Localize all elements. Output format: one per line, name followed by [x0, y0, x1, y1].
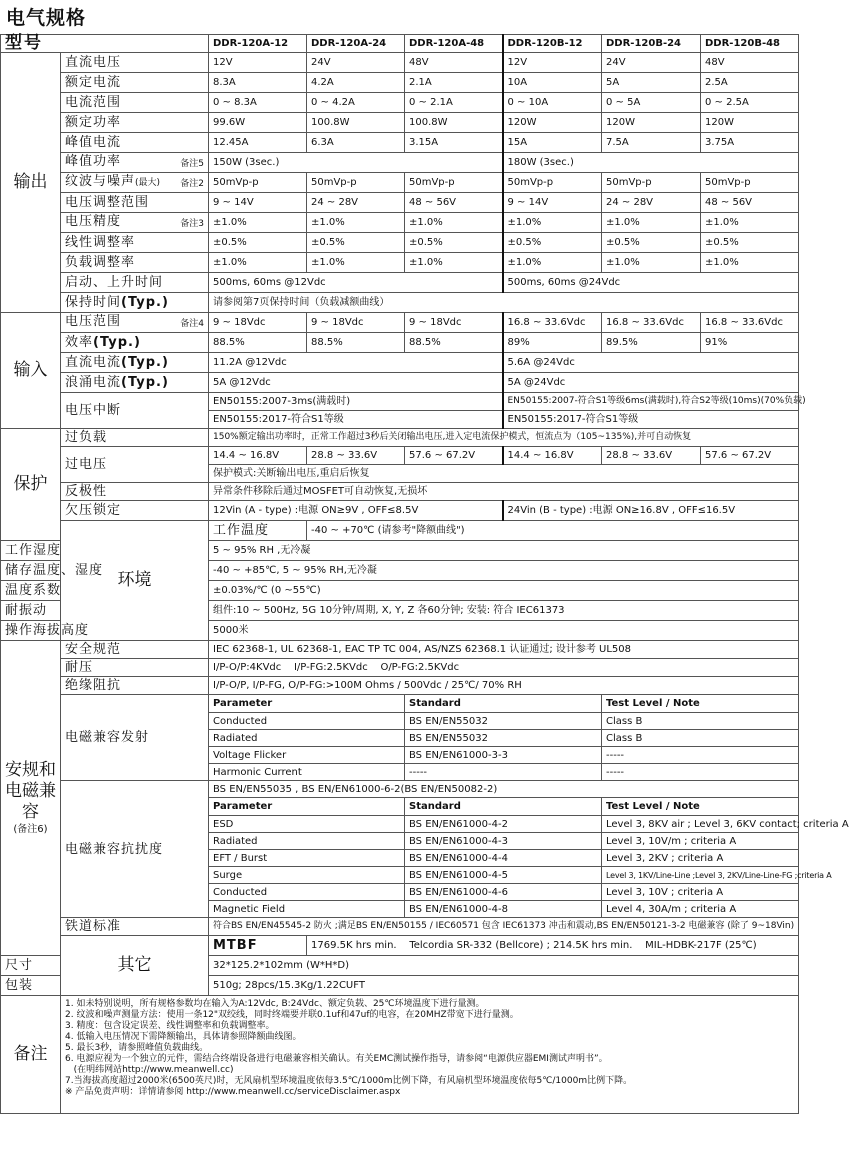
- cell: 120W: [602, 113, 701, 133]
- note-line: (在明纬网站http://www.meanwell.cc): [65, 1065, 234, 1075]
- label-vibration: 耐振动: [1, 601, 61, 621]
- row-setup-rise: [1, 273, 799, 293]
- cell: 500ms, 60ms @12Vdc: [209, 273, 503, 293]
- cell: ±0.03%/℃ (0 ~55℃): [209, 581, 799, 601]
- cell: ±1.0%: [405, 253, 503, 273]
- cell: 2.1A: [405, 73, 503, 93]
- cell: ±1.0%: [209, 213, 307, 233]
- cell: 500ms, 60ms @24Vdc: [503, 273, 799, 293]
- label-safety-standards: 安全规范: [61, 641, 209, 659]
- cell: 5 ~ 95% RH ,无冷凝: [209, 541, 799, 561]
- cell: 3.75A: [701, 133, 799, 153]
- model-row: [1, 35, 799, 53]
- cell: Voltage Flicker: [209, 747, 405, 764]
- cell: ±1.0%: [701, 253, 799, 273]
- note-line: 6. 电源应视为一个独立的元件，需结合终端设备进行电磁兼容相关确认。有关EMC测试操作指导，请参阅“电源供应器EMI测试声明书”。: [65, 1054, 608, 1064]
- cell: Level 4, 30A/m ; criteria A: [602, 901, 799, 918]
- cell: IEC 62368-1, UL 62368-1, EAC TP TC 004, AS/NZS 62368.1 认证通过; 设计参考 UL508: [209, 641, 799, 659]
- group-safety-label: 安规和电磁兼容: [5, 759, 56, 822]
- label-railway: 铁道标准: [61, 918, 209, 936]
- cell: ±1.0%: [701, 213, 799, 233]
- cell: Standard: [405, 798, 602, 816]
- label-rated-power: 额定功率: [61, 113, 209, 133]
- label-packing: 包装: [1, 976, 61, 996]
- label-under-voltage: 欠压锁定: [61, 501, 209, 521]
- cell: 12V: [209, 53, 307, 73]
- cell: ±1.0%: [209, 253, 307, 273]
- label-temp-coeff: 温度系数: [1, 581, 61, 601]
- row-ripple: [1, 173, 799, 193]
- label-peak-power: [61, 153, 209, 173]
- cell: BS EN/EN55032: [405, 713, 602, 730]
- label-text: 效率: [65, 335, 94, 350]
- cell: 50mVp-p: [602, 173, 701, 193]
- cell: ±0.5%: [405, 233, 503, 253]
- cell: 6.3A: [307, 133, 405, 153]
- cell: 5A @24Vdc: [503, 373, 799, 393]
- cell: 48 ~ 56V: [701, 193, 799, 213]
- cell: 150W (3sec.): [209, 153, 503, 173]
- label-emc-emission: 电磁兼容发射: [61, 695, 209, 781]
- cell: -----: [602, 747, 799, 764]
- label-typ: (Typ.): [121, 295, 169, 310]
- cell: ±1.0%: [307, 213, 405, 233]
- note-line: 4. 低输入电压情况下需降额输出，具体请参照降额曲线图。: [65, 1032, 302, 1042]
- label-text: 峰值功率: [65, 153, 122, 169]
- notes-text: [61, 996, 799, 1114]
- row-over-voltage: [1, 447, 799, 465]
- cell: 0 ~ 5A: [602, 93, 701, 113]
- group-safety-note: (备注6): [13, 823, 48, 835]
- label-emc-immunity: 电磁兼容抗扰度: [61, 781, 209, 918]
- label-working-temp: 工作温度: [209, 521, 307, 541]
- cell: 57.6 ~ 67.2V: [701, 447, 799, 465]
- note-ref: 备注4: [180, 318, 204, 329]
- row-load-reg: [1, 253, 799, 273]
- row-peak-current: [1, 133, 799, 153]
- cell: I/P-O/P:4KVdc I/P-FG:2.5KVdc O/P-FG:2.5KVdc: [209, 659, 799, 677]
- cell: -----: [602, 764, 799, 781]
- group-environment: 环境: [61, 521, 209, 641]
- row-voltage-tol: [1, 213, 799, 233]
- label-working-humidity: 工作湿度: [1, 541, 61, 561]
- row-hold-up: [1, 293, 799, 313]
- cell: 28.8 ~ 33.6V: [307, 447, 405, 465]
- label-text: 电压精度: [65, 213, 122, 229]
- cell: I/P-O/P, I/P-FG, O/P-FG:>100M Ohms / 500Vdc / 25℃/ 70% RH: [209, 677, 799, 695]
- row-emission-header: [1, 695, 799, 713]
- cell: Magnetic Field: [209, 901, 405, 918]
- row-working-temp: [1, 521, 799, 541]
- row-peak-power: [1, 153, 799, 173]
- label-typ: (Typ.): [121, 375, 169, 390]
- label-interruption: 电压中断: [61, 393, 209, 429]
- cell: 150%额定输出功率时，正常工作超过3秒后关闭输出电压,进入定电流保护模式，恒流点为（105~135%),并可自动恢复: [209, 429, 799, 447]
- cell: 24Vin (B - type) :电源 ON≥16.8V , OFF≤16.5V: [503, 501, 799, 521]
- cell: EN50155:2017-符合S1等级: [503, 411, 799, 429]
- label-dc-current: [61, 353, 209, 373]
- cell: 9 ~ 18Vdc: [307, 313, 405, 333]
- cell: -40 ~ +85℃, 5 ~ 95% RH,无冷凝: [209, 561, 799, 581]
- cell: 1769.5K hrs min. Telcordia SR-332 (Bellcore) ; 214.5K hrs min. MIL-HDBK-217F (25℃): [307, 936, 799, 956]
- label-text: 浪涌电流: [65, 375, 122, 390]
- cell: 16.8 ~ 33.6Vdc: [701, 313, 799, 333]
- cell: 32*125.2*102mm (W*H*D): [209, 956, 799, 976]
- label-rated-current: 额定电流: [61, 73, 209, 93]
- cell: 异常条件移除后通过MOSFET可自动恢复,无损坏: [209, 483, 799, 501]
- label-text: 保持时间: [65, 295, 122, 310]
- cell: 24 ~ 28V: [307, 193, 405, 213]
- label-ripple: [61, 173, 209, 193]
- cell: BS EN/EN55032: [405, 730, 602, 747]
- label-line-reg: 线性调整率: [61, 233, 209, 253]
- cell: 15A: [503, 133, 602, 153]
- cell: 510g; 28pcs/15.3Kg/1.22CUFT: [209, 976, 799, 996]
- row-current-range: [1, 93, 799, 113]
- label-small: (最大): [135, 177, 161, 188]
- cell: ±0.5%: [602, 233, 701, 253]
- cell: 5.6A @24Vdc: [503, 353, 799, 373]
- row-interruption-1: [1, 393, 799, 411]
- row-line-reg: [1, 233, 799, 253]
- cell: 10A: [503, 73, 602, 93]
- cell: 12.45A: [209, 133, 307, 153]
- cell: 16.8 ~ 33.6Vdc: [503, 313, 602, 333]
- cell: 180W (3sec.): [503, 153, 799, 173]
- note-line: 5. 最长3秒，请参照峰值负载曲线。: [65, 1043, 209, 1053]
- cell: BS EN/EN61000-4-5: [405, 867, 602, 884]
- note-ref: 备注3: [180, 218, 204, 229]
- cell: -40 ~ +70℃ (请参考"降额曲线"): [307, 521, 799, 541]
- label-voltage-tol: [61, 213, 209, 233]
- note-ref: 备注5: [180, 158, 204, 169]
- cell: 14.4 ~ 16.8V: [503, 447, 602, 465]
- label-text: 电压范围: [65, 313, 122, 329]
- group-protection: 保护: [1, 429, 61, 541]
- cell: 9 ~ 14V: [209, 193, 307, 213]
- cell: BS EN/EN61000-4-8: [405, 901, 602, 918]
- note-line: 1. 如未特别说明，所有规格参数均在输入为A:12Vdc, B:24Vdc、额定负载、25℃环境温度下进行量测。: [65, 999, 485, 1009]
- row-mtbf: [1, 936, 799, 956]
- row-dc-current: [1, 353, 799, 373]
- cell: EN50155:2007-3ms(满载时): [209, 393, 503, 411]
- cell: 5A: [602, 73, 701, 93]
- cell: 0 ~ 2.5A: [701, 93, 799, 113]
- page-title: 电气规格: [6, 7, 87, 29]
- cell: 88.5%: [405, 333, 503, 353]
- cell: 9 ~ 18Vdc: [209, 313, 307, 333]
- label-dimension: 尺寸: [1, 956, 61, 976]
- cell: 16.8 ~ 33.6Vdc: [602, 313, 701, 333]
- cell: 请参阅第7页保持时间（负载减额曲线）: [209, 293, 799, 313]
- row-dc-voltage: [1, 53, 799, 73]
- cell: ±1.0%: [503, 253, 602, 273]
- cell: BS EN/EN55035 , BS EN/EN61000-6-2(BS EN/EN50082-2): [209, 781, 799, 798]
- model-3: DDR-120B-12: [503, 35, 602, 53]
- cell: Radiated: [209, 730, 405, 747]
- label-setup-rise: 启动、上升时间: [61, 273, 209, 293]
- label-over-voltage: 过电压: [61, 447, 209, 483]
- label-voltage-adj: 电压调整范围: [61, 193, 209, 213]
- model-label: 型号: [1, 35, 209, 53]
- cell: ±1.0%: [602, 253, 701, 273]
- row-efficiency: [1, 333, 799, 353]
- cell: ±1.0%: [503, 213, 602, 233]
- note-ref: 备注2: [180, 178, 204, 189]
- cell: 组件:10 ~ 500Hz, 5G 10分钟/周期, X, Y, Z 各60分钟; 安装: 符合 IEC61373: [209, 601, 799, 621]
- cell: EN50155:2007-符合S1等级6ms(满载时),符合S2等级(10ms)(70%负载): [503, 393, 799, 411]
- cell: 11.2A @12Vdc: [209, 353, 503, 373]
- group-input: 输入: [1, 313, 61, 429]
- cell: ESD: [209, 816, 405, 833]
- cell: 50mVp-p: [307, 173, 405, 193]
- cell: 99.6W: [209, 113, 307, 133]
- row-notes: [1, 996, 799, 1114]
- row-reverse: [1, 483, 799, 501]
- row-railway: [1, 918, 799, 936]
- model-5: DDR-120B-48: [701, 35, 799, 53]
- cell: 50mVp-p: [503, 173, 602, 193]
- cell: BS EN/EN61000-4-2: [405, 816, 602, 833]
- cell: 保护模式:关断输出电压,重启后恢复: [209, 465, 799, 483]
- label-reverse: 反极性: [61, 483, 209, 501]
- cell: 50mVp-p: [701, 173, 799, 193]
- label-dc-voltage: 直流电压: [61, 53, 209, 73]
- cell: Level 3, 8KV air ; Level 3, 6KV contact; criteria A: [602, 816, 799, 833]
- group-notes: 备注: [1, 996, 61, 1114]
- label-text: 直流电流: [65, 355, 122, 370]
- cell: BS EN/EN61000-4-4: [405, 850, 602, 867]
- row-rated-current: [1, 73, 799, 93]
- label-withstand: 耐压: [61, 659, 209, 677]
- cell: ±0.5%: [307, 233, 405, 253]
- label-overload: 过负载: [61, 429, 209, 447]
- cell: Harmonic Current: [209, 764, 405, 781]
- cell: 24V: [307, 53, 405, 73]
- cell: 5A @12Vdc: [209, 373, 503, 393]
- cell: 0 ~ 10A: [503, 93, 602, 113]
- cell: Level 3, 1KV/Line-Line ;Level 3, 2KV/Line-Line-FG ;criteria A: [602, 867, 799, 884]
- cell: ±1.0%: [307, 253, 405, 273]
- cell: 7.5A: [602, 133, 701, 153]
- row-input-voltage: [1, 313, 799, 333]
- row-safety-standards: [1, 641, 799, 659]
- note-line: 2. 纹波和噪声测量方法：使用一条12"双绞线，同时终端要并联0.1uf和47uf的电容，在20MHZ带宽下进行量测。: [65, 1010, 519, 1020]
- label-typ: (Typ.): [121, 355, 169, 370]
- note-line: ※ 产品免责声明：详情请参阅 http://www.meanwell.cc/serviceDisclaimer.aspx: [65, 1087, 401, 1097]
- cell: 符合BS EN/EN45545-2 防火 ;满足BS EN/EN50155 / IEC60571 包含 IEC61373 冲击和震动,BS EN/EN50121-3-2 电磁兼容 (除了 9~18Vin): [209, 918, 799, 936]
- label-mtbf: MTBF: [209, 936, 307, 956]
- cell: EN50155:2017-符合S1等级: [209, 411, 503, 429]
- cell: 120W: [701, 113, 799, 133]
- cell: 120W: [503, 113, 602, 133]
- row-overload: [1, 429, 799, 447]
- cell: 9 ~ 18Vdc: [405, 313, 503, 333]
- row-inrush: [1, 373, 799, 393]
- cell: 50mVp-p: [405, 173, 503, 193]
- cell: ±0.5%: [209, 233, 307, 253]
- cell: 50mVp-p: [209, 173, 307, 193]
- cell: 91%: [701, 333, 799, 353]
- cell: 0 ~ 4.2A: [307, 93, 405, 113]
- label-storage: 储存温度、湿度: [1, 561, 61, 581]
- label-peak-current: 峰值电流: [61, 133, 209, 153]
- cell: 88.5%: [209, 333, 307, 353]
- cell: BS EN/EN61000-3-3: [405, 747, 602, 764]
- cell: Class B: [602, 730, 799, 747]
- label-hold-up: [61, 293, 209, 313]
- cell: -----: [405, 764, 602, 781]
- row-rated-power: [1, 113, 799, 133]
- cell: Test Level / Note: [602, 695, 799, 713]
- cell: 89%: [503, 333, 602, 353]
- label-typ: (Typ.): [93, 335, 141, 350]
- cell: ±0.5%: [701, 233, 799, 253]
- cell: Level 3, 10V ; criteria A: [602, 884, 799, 901]
- group-output: 输出: [1, 53, 61, 313]
- cell: 100.8W: [405, 113, 503, 133]
- label-load-reg: 负载调整率: [61, 253, 209, 273]
- model-1: DDR-120A-24: [307, 35, 405, 53]
- row-isolation: [1, 677, 799, 695]
- model-0: DDR-120A-12: [209, 35, 307, 53]
- cell: 12Vin (A - type) :电源 ON≥9V , OFF≤8.5V: [209, 501, 503, 521]
- cell: 48V: [701, 53, 799, 73]
- cell: 14.4 ~ 16.8V: [209, 447, 307, 465]
- cell: ±1.0%: [405, 213, 503, 233]
- cell: Parameter: [209, 798, 405, 816]
- row-immunity-intro: [1, 781, 799, 798]
- label-altitude: 操作海拔高度: [1, 621, 61, 641]
- cell: Class B: [602, 713, 799, 730]
- label-text: 纹波与噪声: [65, 173, 136, 189]
- cell: 0 ~ 8.3A: [209, 93, 307, 113]
- label-inrush: [61, 373, 209, 393]
- cell: 3.15A: [405, 133, 503, 153]
- label-current-range: 电流范围: [61, 93, 209, 113]
- cell: 28.8 ~ 33.6V: [602, 447, 701, 465]
- note-line: 3. 精度：包含设定误差、线性调整率和负载调整率。: [65, 1021, 275, 1031]
- cell: 5000米: [209, 621, 799, 641]
- cell: 24V: [602, 53, 701, 73]
- row-voltage-adj: [1, 193, 799, 213]
- cell: ±0.5%: [503, 233, 602, 253]
- row-under-voltage: [1, 501, 799, 521]
- label-input-voltage: [61, 313, 209, 333]
- cell: Conducted: [209, 713, 405, 730]
- cell: 88.5%: [307, 333, 405, 353]
- cell: 24 ~ 28V: [602, 193, 701, 213]
- cell: 2.5A: [701, 73, 799, 93]
- cell: Standard: [405, 695, 602, 713]
- group-others: 其它: [61, 936, 209, 996]
- cell: 8.3A: [209, 73, 307, 93]
- label-efficiency: [61, 333, 209, 353]
- cell: 12V: [503, 53, 602, 73]
- cell: Parameter: [209, 695, 405, 713]
- cell: 48V: [405, 53, 503, 73]
- group-safety: [1, 641, 61, 956]
- cell: EFT / Burst: [209, 850, 405, 867]
- note-line: 7.当海拔高度超过2000米(6500英尺)时，无风扇机型环境温度依每3.5℃/1000m比例下降，有风扇机型环境温度依每5℃/1000m比例下降。: [65, 1076, 633, 1086]
- cell: ±1.0%: [602, 213, 701, 233]
- cell: BS EN/EN61000-4-3: [405, 833, 602, 850]
- cell: 0 ~ 2.1A: [405, 93, 503, 113]
- label-isolation: 绝缘阻抗: [61, 677, 209, 695]
- cell: 48 ~ 56V: [405, 193, 503, 213]
- cell: Level 3, 2KV ; criteria A: [602, 850, 799, 867]
- cell: Test Level / Note: [602, 798, 799, 816]
- cell: 4.2A: [307, 73, 405, 93]
- cell: 57.6 ~ 67.2V: [405, 447, 503, 465]
- cell: 89.5%: [602, 333, 701, 353]
- model-2: DDR-120A-48: [405, 35, 503, 53]
- model-4: DDR-120B-24: [602, 35, 701, 53]
- row-withstand: [1, 659, 799, 677]
- cell: Surge: [209, 867, 405, 884]
- cell: Conducted: [209, 884, 405, 901]
- cell: Level 3, 10V/m ; criteria A: [602, 833, 799, 850]
- cell: 9 ~ 14V: [503, 193, 602, 213]
- cell: 100.8W: [307, 113, 405, 133]
- cell: Radiated: [209, 833, 405, 850]
- cell: BS EN/EN61000-4-6: [405, 884, 602, 901]
- spec-table: [0, 33, 849, 1114]
